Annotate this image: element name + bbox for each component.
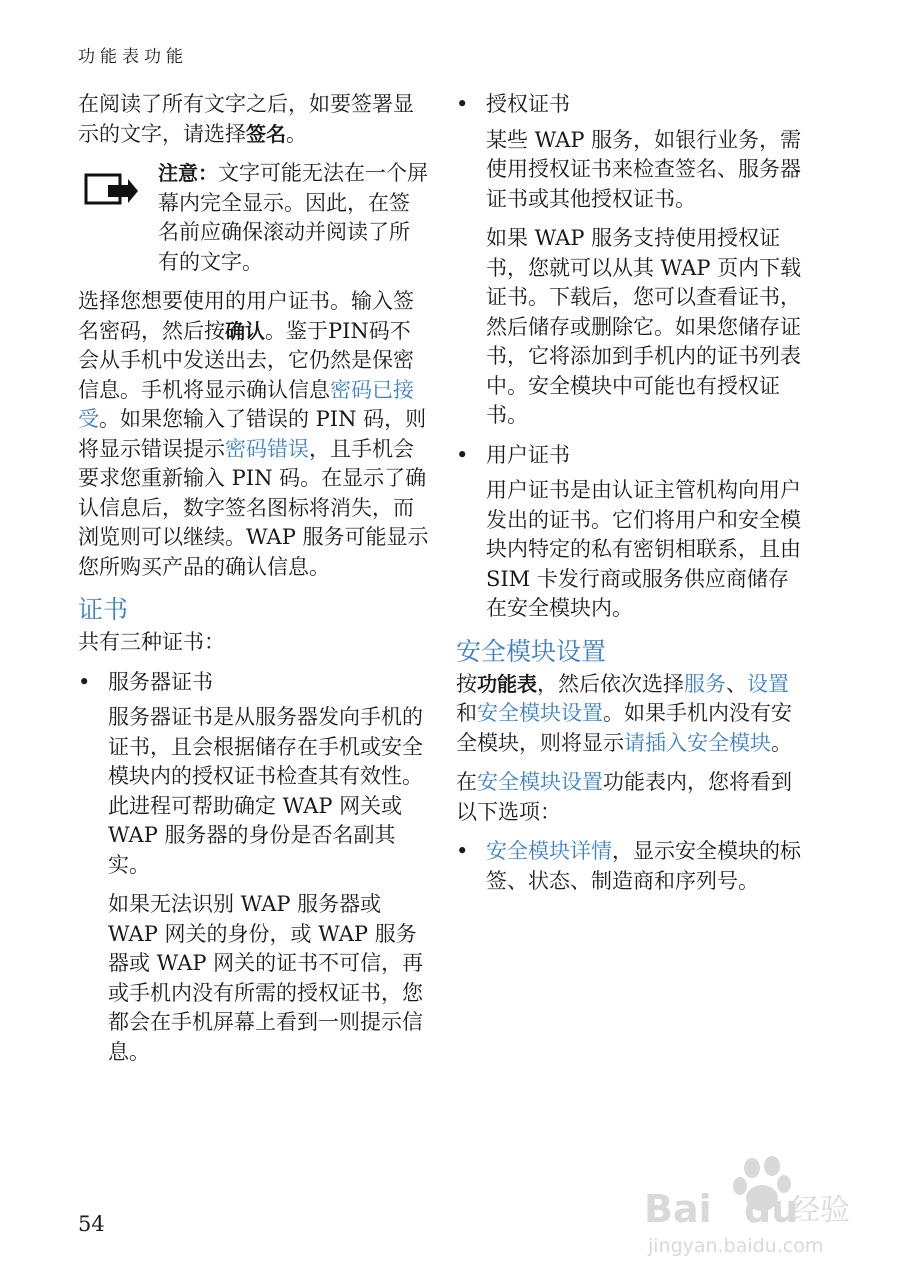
- auth-cert-desc: 某些 WAP 服务，如银行业务，需使用授权证书来检查签名、服务器证书或其他授权证书。: [486, 127, 802, 211]
- settings-link: 设置: [747, 671, 789, 696]
- running-header: 功能表功能: [78, 47, 188, 67]
- services-link: 服务: [684, 671, 726, 696]
- note-text: 文字可能无法在一个屏幕内完全显示。因此，在签名前应确保滚动并阅读了所有的文字。: [158, 161, 428, 274]
- security-settings-link: 安全模块设置: [477, 701, 603, 725]
- page-number: 54: [78, 1212, 105, 1236]
- note-label: 注意：: [158, 161, 218, 185]
- left-column: [78, 90, 430, 1077]
- pin-paragraph: 选择您想要使用的用户证书。输入签名密码，然后按确认。鉴于PIN码不会从手机中发送出去，它仍然是保密信息。手机将显示确认信息密码已接受。如果您输入了错误的 PIN 码，则将显示错误提示密码错误，且手机会要求您重新输入 PIN 码。在显示了确认信息后，数字签名图标将消失，而浏览则可以继续。WAP 服务可能显示您所购买产品的确认信息。: [78, 289, 429, 579]
- watermark-brand2: du: [744, 1187, 799, 1231]
- bullet-auth-cert: [456, 90, 806, 120]
- pin-accepted-message: 密码已接受: [78, 377, 414, 431]
- security-module-heading: 安全模块设置: [456, 636, 607, 666]
- user-cert-title: 用户证书: [486, 442, 570, 467]
- note-block: [78, 159, 430, 277]
- bullet-dot: •: [456, 92, 469, 116]
- bullet-server-cert: [78, 668, 430, 698]
- confirm-command: 确认: [225, 318, 265, 343]
- cert-heading: 证书: [78, 595, 129, 624]
- bullet-dot: •: [78, 669, 91, 694]
- bullet-dot: •: [456, 442, 469, 467]
- security-settings-link: 安全模块设置: [477, 770, 603, 794]
- auth-cert-download: 如果 WAP 服务支持使用授权证书，您就可以从其 WAP 页内下载证书。下载后，您可以查看证书，然后储存或删除它。如果您储存证书，它将添加到手机内的证书列表中。安全模块中可能也有授权证书。: [486, 226, 802, 427]
- cert-intro: 共有三种证书：: [78, 630, 225, 654]
- module-details-link: 安全模块详情: [486, 839, 612, 863]
- baidu-jingyan-watermark: [640, 1150, 860, 1260]
- security-module-options-intro: 在安全模块设置功能表内，您将看到以下选项：: [456, 770, 792, 824]
- server-cert-warning: 如果无法识别 WAP 服务器或WAP 网关的身份，或 WAP 服务器或 WAP 网关的证书不可信，再或手机内没有所需的授权证书，您都会在手机屏幕上看到一则提示信息。: [108, 892, 424, 1064]
- watermark-brand: Bai: [644, 1187, 712, 1231]
- bullet-module-details: • 安全模块详情，显示安全模块的标签、状态、制造商和序列号。: [456, 839, 801, 893]
- user-cert-desc: 用户证书是由认证主管机构向用户发出的证书。它们将用户和安全模块内特定的私有密钥相联系，且由 SIM 卡发行商或服务供应商储存在安全模块内。: [486, 478, 801, 620]
- security-module-instruction: 按功能表，然后依次选择服务、设置和安全模块设置。如果手机内没有安全模块，则将显示请插入安全模块。: [456, 671, 792, 755]
- watermark-cn: 经验: [790, 1193, 850, 1228]
- server-cert-title: 服务器证书: [108, 669, 213, 694]
- auth-cert-title: 授权证书: [486, 92, 570, 116]
- insert-module-message: 请插入安全模块: [624, 730, 771, 755]
- server-cert-desc: 服务器证书是从服务器发向手机的证书，且会根据储存在手机或安全模块内的授权证书检查其有效性。此进程可帮助确定 WAP 网关或 WAP 服务器的身份是否名副其实。: [108, 705, 423, 877]
- bullet-dot: •: [456, 839, 469, 863]
- note-hand-icon: [84, 171, 140, 211]
- sign-command: 签名: [246, 121, 286, 146]
- menu-command: 功能表: [477, 671, 537, 696]
- right-column: [456, 90, 806, 902]
- watermark-url: jingyan.baidu.com: [648, 1235, 824, 1257]
- bullet-user-cert: [456, 441, 806, 471]
- sign-instruction: 在阅读了所有文字之后，如要签署显示的文字，请选择签名。: [78, 92, 414, 146]
- pin-error-message: 密码错误: [225, 436, 309, 461]
